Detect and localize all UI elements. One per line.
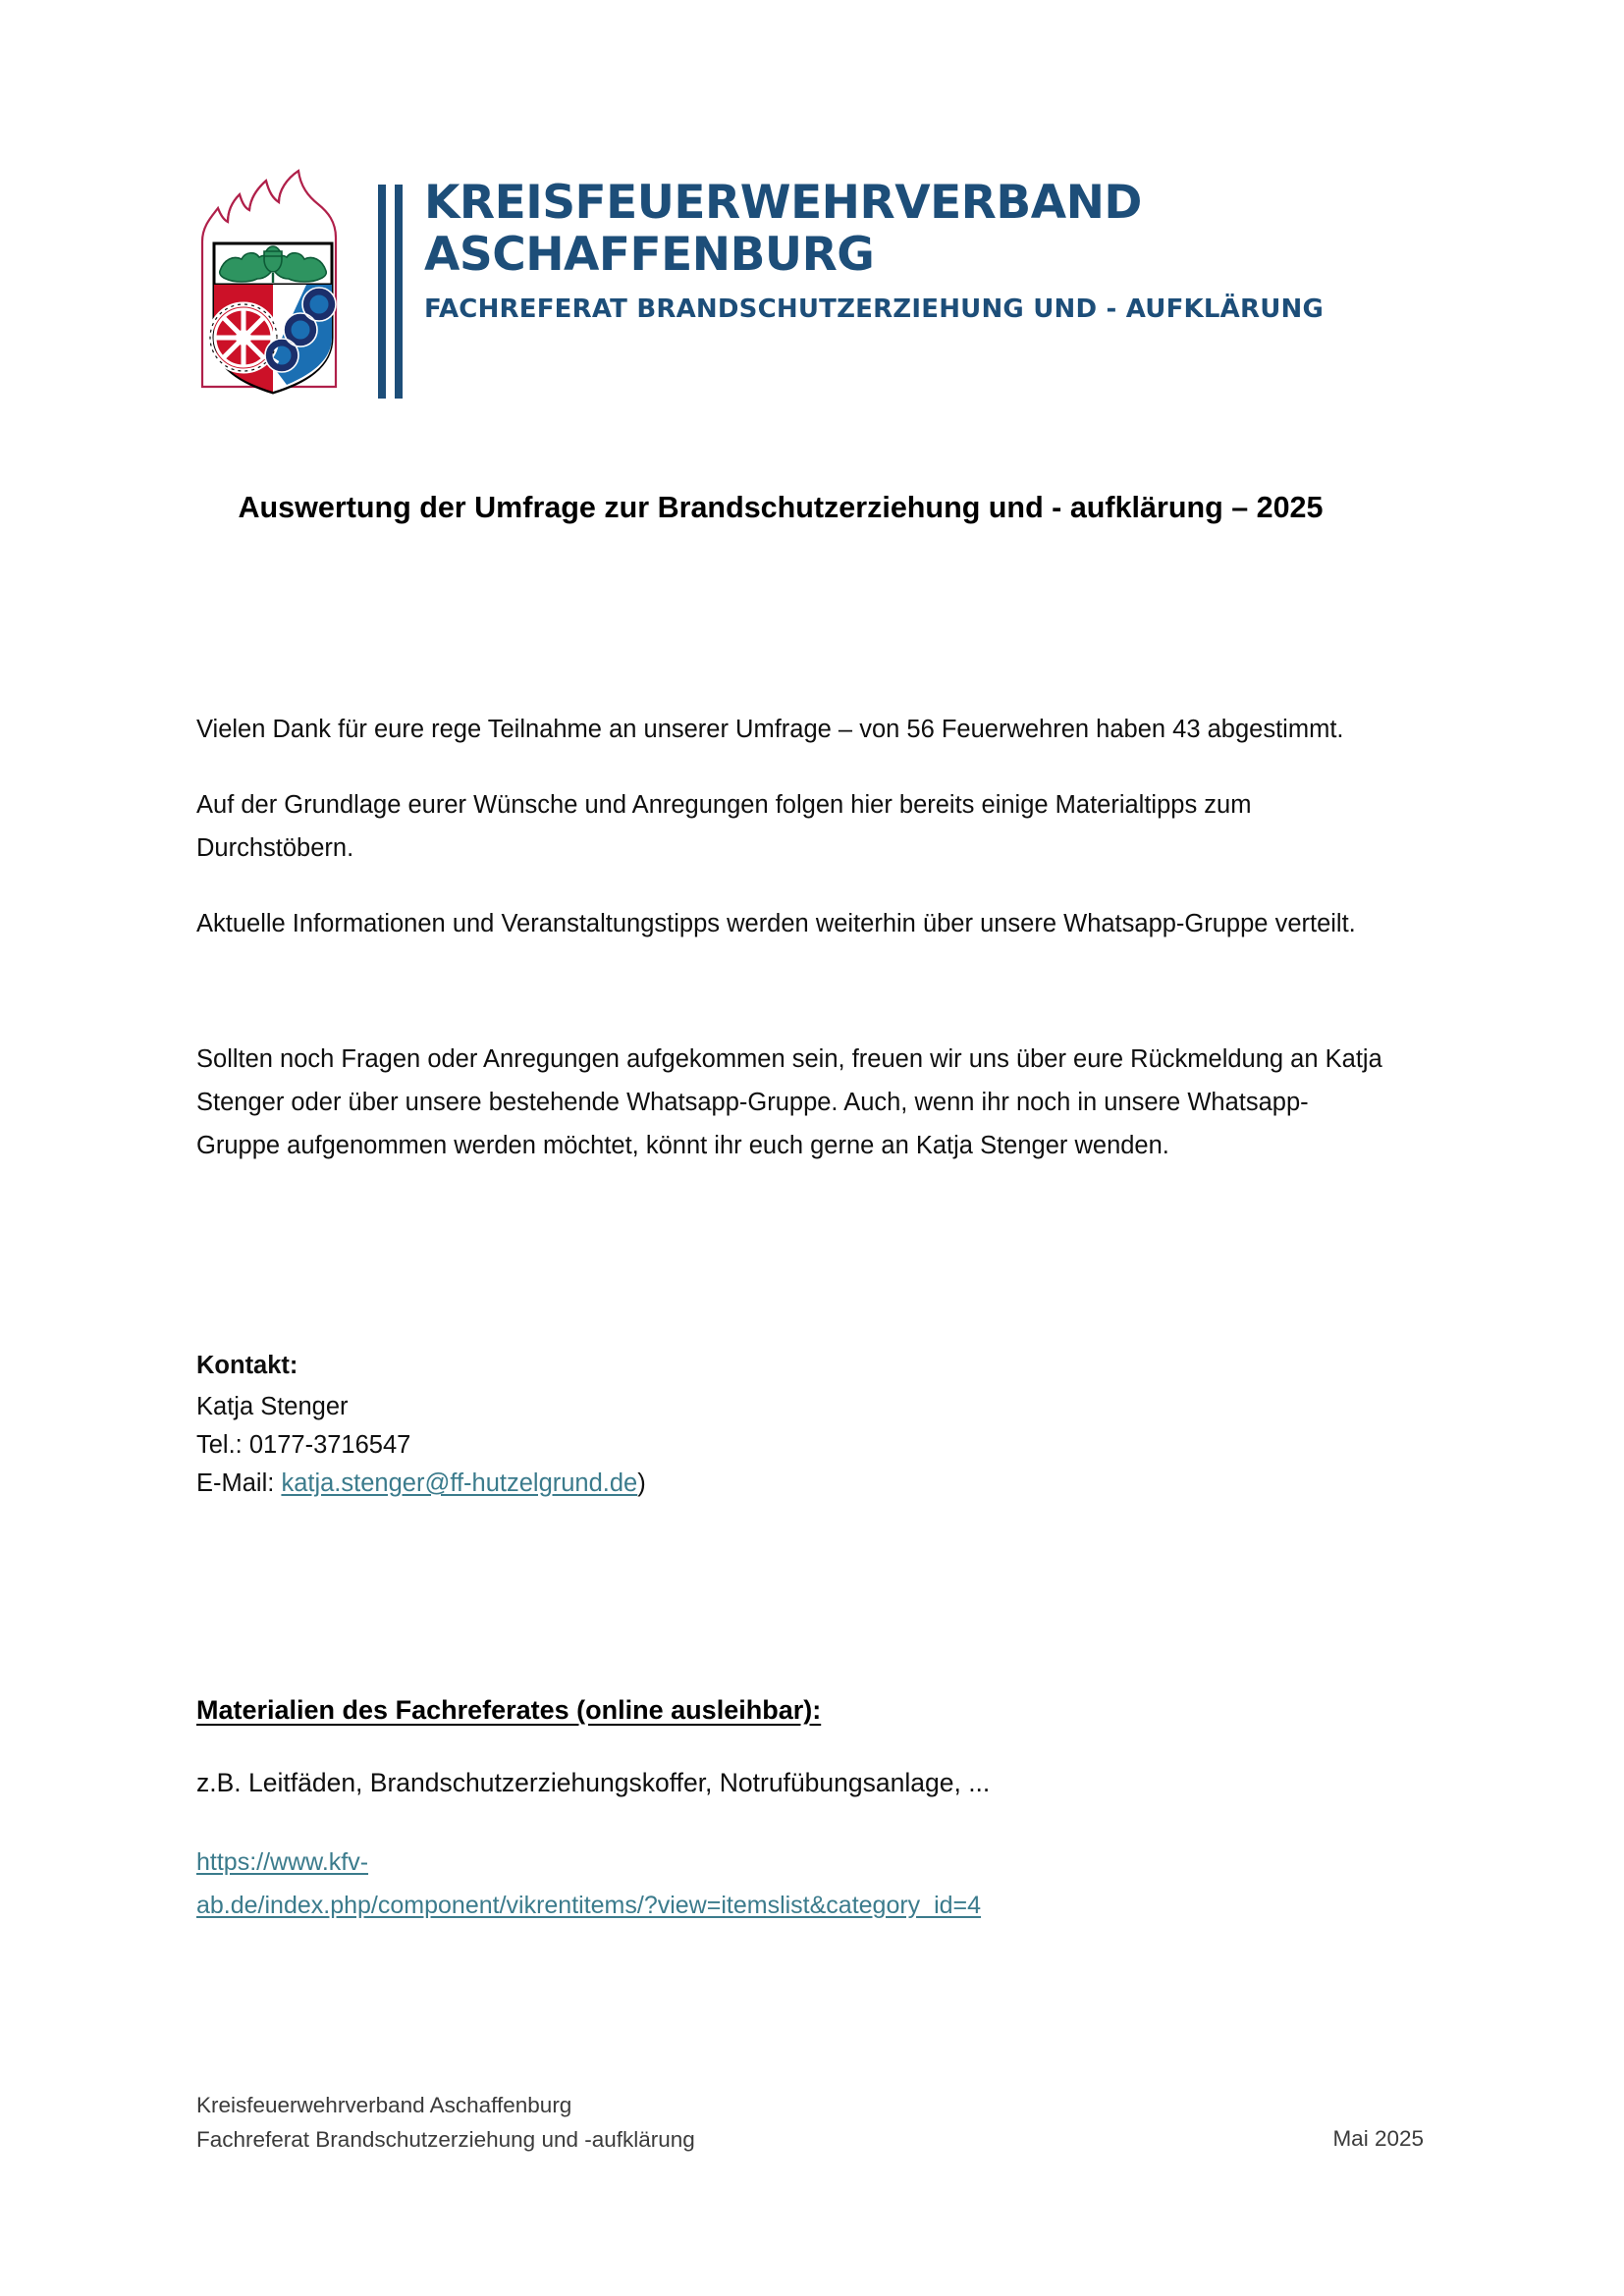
org-name-line1: KREISFEUERWEHRVERBAND — [424, 176, 1142, 230]
contact-email-row — [196, 1465, 646, 1503]
body-text — [196, 709, 1389, 1201]
contact-email-label: E-Mail: — [196, 1469, 282, 1497]
kfv-crest-logo — [189, 165, 360, 400]
footer-date: Mai 2025 — [1332, 2125, 1424, 2151]
materials-url-link-part2[interactable]: ab.de/index.php/component/vikrentitems/?view=itemslist&category_id=4 — [196, 1892, 982, 1919]
materials-url-paragraph — [196, 1842, 1237, 1928]
department-name: FACHREFERAT BRANDSCHUTZERZIEHUNG UND - AUFKLÄRUNG — [424, 294, 1325, 325]
divider-bar-2 — [395, 185, 403, 399]
footer-left — [196, 2089, 695, 2158]
org-name-line2: ASCHAFFENBURG — [424, 228, 875, 283]
contact-name: Katja Stenger — [196, 1393, 349, 1420]
page-title — [196, 483, 1365, 533]
contact-phone: Tel.: 0177-3716547 — [196, 1431, 411, 1459]
materials-heading: Materialien des Fachreferates (online ausleihbar): — [196, 1695, 822, 1725]
page-title-line2: aufklärung – 2025 — [1069, 491, 1324, 524]
letterhead — [189, 165, 1445, 400]
paragraph-spacer — [196, 978, 1389, 1039]
contact-email-suffix: ) — [637, 1469, 646, 1497]
footer-org: Kreisfeuerwehrverband Aschaffenburg — [196, 2093, 572, 2117]
materials-url-link-part1[interactable]: https://www.kfv- — [196, 1848, 369, 1877]
paragraph-thanks: Vielen Dank für eure rege Teilnahme an unserer Umfrage – von 56 Feuerwehren haben 43 abgestimmt. — [196, 716, 1344, 743]
paragraph-questions: Sollten noch Fragen oder Anregungen aufgekommen sein, freuen wir uns über eure Rückmeldung an Katja Stenger oder über unsere bestehende Whatsapp-Gruppe. Auch, wenn ihr noch in unsere Whatsapp-Gruppe aufgenommen werden möchtet, könnt ihr euch gerne an Katja Stenger wenden. — [196, 1045, 1382, 1160]
paragraph-whatsapp-info: Aktuelle Informationen und Veranstaltungstipps werden weiterhin über unsere Whatsapp-Gruppe verteilt. — [196, 909, 1356, 937]
footer-department: Fachreferat Brandschutzerziehung und -aufklärung — [196, 2126, 695, 2152]
divider-bar-1 — [378, 185, 386, 399]
coat-of-arms-icon — [189, 165, 360, 400]
contact-block — [196, 1347, 646, 1503]
materials-section — [196, 1690, 1389, 1928]
page-footer — [196, 2089, 1424, 2158]
page-title-line1: Auswertung der Umfrage zur Brandschutzerziehung und - — [238, 491, 1062, 524]
paragraph-material-tips: Auf der Grundlage eurer Wünsche und Anregungen folgen hier bereits einige Materialtipps zum Durchstöbern. — [196, 790, 1252, 862]
contact-label: Kontakt: — [196, 1352, 298, 1379]
letterhead-text — [424, 165, 1324, 330]
materials-examples: z.B. Leitfäden, Brandschutzerziehungskoffer, Notrufübungsanlage, ... — [196, 1767, 991, 1797]
letterhead-divider-bars — [378, 185, 403, 399]
contact-email-link[interactable]: katja.stenger@ff-hutzelgrund.de — [281, 1469, 638, 1497]
